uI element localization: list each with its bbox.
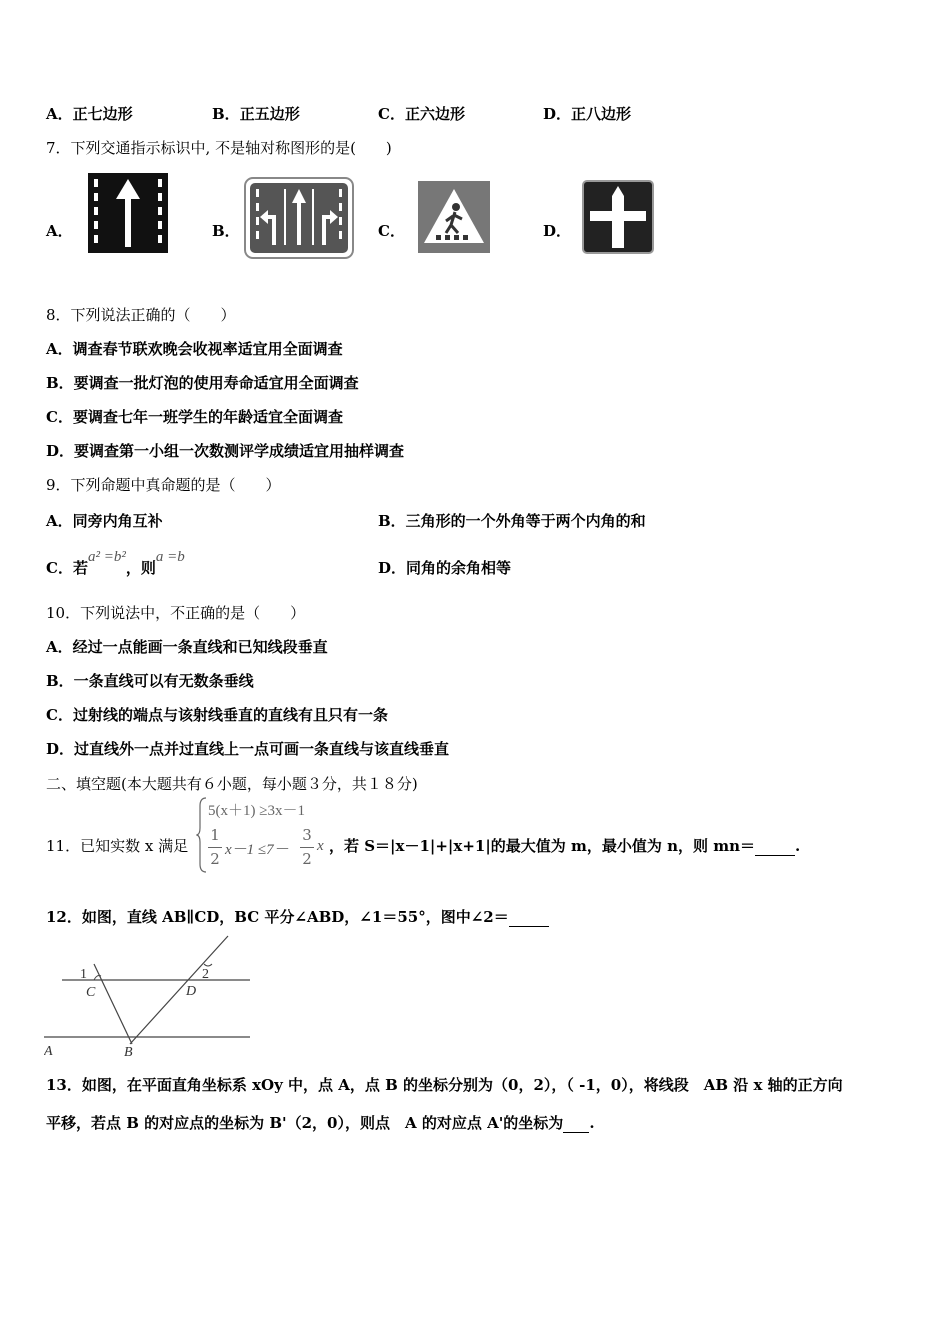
answer-blank[interactable]: [563, 1114, 589, 1133]
label-a: A: [44, 1044, 53, 1059]
label-d: D: [186, 984, 197, 999]
line-bd: [130, 936, 228, 1044]
q11-question: [329, 835, 800, 856]
q11-text: ，若 S＝|x－1|+|x+1|的最大值为 m，最小值为 n，则 mn＝: [329, 837, 756, 855]
q7-sign-straight-arrow: [88, 173, 168, 257]
q9-stem: 9．下列命题中真命题的是（ ）: [46, 476, 281, 494]
label-2: 2: [202, 967, 209, 982]
q7-sign-intersection: [582, 180, 654, 258]
q6-option-a: [46, 103, 133, 124]
q7-label-d: D．: [543, 222, 572, 240]
fraction-denominator: 2: [302, 850, 312, 868]
answer-blank[interactable]: [509, 908, 549, 927]
q7-stem: 7．下列交通指示标识中, 不是轴对称图形的是( ): [46, 139, 392, 157]
q10-option-d: D．过直线外一点并过直线上一点可画一条直线与该直线垂直: [46, 740, 450, 758]
q10-option-c: C．过射线的端点与该射线垂直的直线有且只有一条: [46, 706, 388, 724]
lane-direction-icon: [244, 177, 354, 259]
pedestrian-crossing-icon: [418, 181, 490, 253]
q7-sign-lanes: [244, 177, 354, 263]
straight-arrow-icon: [88, 173, 168, 253]
q13-text: 平移，若点 B 的对应点的坐标为 B'（2，0），则点 A 的对应点 A'的坐标为: [46, 1114, 564, 1132]
inequality-middle: x－1 ≤7－: [225, 842, 289, 858]
label-c: C: [86, 985, 96, 1000]
q7-sign-crosswalk: [418, 181, 490, 257]
fraction-numerator: 1: [210, 826, 220, 844]
label-b: B: [124, 1045, 133, 1060]
q12-figure: [44, 934, 254, 1064]
q8-option-b: B．要调查一批灯泡的使用寿命适宜用全面调查: [46, 374, 359, 392]
q8-option-a: A．调查春节联欢晚会收视率适宜用全面调查: [46, 340, 343, 358]
q12-stem: [46, 906, 549, 927]
q9-option-a: A．同旁内角互补: [46, 512, 163, 530]
q9-option-d: D．同角的余角相等: [378, 559, 512, 577]
q13-line-1: 13．如图，在平面直角坐标系 xOy 中，点 A，点 B 的坐标分别为（0，2），（ -1，0），将线段 AB 沿 x 轴的正方向: [46, 1076, 843, 1094]
q8-stem: 8．下列说法正确的（ ）: [46, 306, 236, 324]
q10-stem: 10．下列说法中，不正确的是（ ）: [46, 604, 306, 622]
fraction-numerator: 3: [302, 826, 312, 844]
option-text: ，则: [125, 559, 156, 577]
q7-label-a: A．: [46, 222, 73, 240]
q9-option-b: B．三角形的一个外角等于两个内角的和: [378, 512, 646, 530]
fraction-bar: [208, 847, 222, 848]
label-1: 1: [80, 967, 87, 982]
equation: a =b: [155, 549, 185, 565]
q6-option-d: [543, 103, 631, 124]
section-heading: 二、填空题(本大题共有６小题，每小题３分，共１８分): [46, 775, 418, 793]
q6-option-c: [378, 103, 465, 124]
parallel-lines-figure: [44, 934, 254, 1060]
option-letter: C．: [378, 105, 405, 123]
option-letter: B．: [212, 105, 240, 123]
q11-prefix: 11．已知实数 x 满足: [46, 837, 189, 855]
q6-option-b: [212, 103, 300, 124]
q8-option-c: C．要调查七年一班学生的年龄适宜全面调查: [46, 408, 343, 426]
answer-blank[interactable]: [755, 837, 795, 856]
q10-option-a: A．经过一点能画一条直线和已知线段垂直: [46, 638, 328, 656]
q7-label-b: B．: [212, 222, 240, 240]
option-text: 正七边形: [72, 105, 133, 123]
option-text: 正六边形: [404, 105, 465, 123]
option-text: 正八边形: [571, 105, 632, 123]
inequality-end: x: [317, 838, 324, 854]
fraction-bar: [300, 847, 314, 848]
angle-2-arc: [204, 964, 212, 966]
q9-option-c: [46, 549, 185, 578]
q11-end: .: [795, 837, 801, 855]
q10-option-b: B．一条直线可以有无数条垂线: [46, 672, 254, 690]
option-letter: D．: [543, 105, 572, 123]
intersection-icon: [582, 180, 654, 254]
q13-end: .: [589, 1114, 595, 1132]
option-text: C．若: [46, 559, 88, 577]
brace-icon: [196, 796, 208, 874]
q12-text: 12．如图，直线 AB∥CD，BC 平分∠ABD，∠1＝55°，图中∠2＝: [46, 908, 509, 926]
q13-line-2: [46, 1112, 595, 1133]
equation: a² =b²: [87, 549, 126, 565]
option-letter: A．: [46, 105, 73, 123]
option-text: 正五边形: [239, 105, 300, 123]
q8-option-d: D．要调查第一小组一次数测评学成绩适宜用抽样调查: [46, 442, 405, 460]
fraction-denominator: 2: [210, 850, 220, 868]
inequality-1: 5(x＋1) ≥3x－1: [208, 803, 305, 819]
q7-label-c: C．: [378, 222, 405, 240]
